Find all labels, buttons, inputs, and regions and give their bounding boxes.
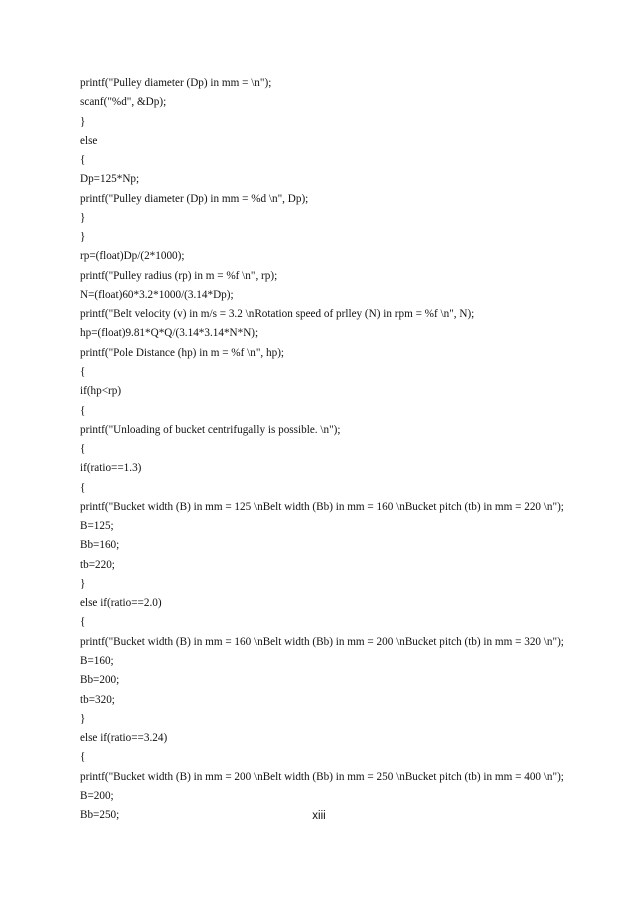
code-line: B=200; bbox=[80, 789, 114, 802]
code-line: } bbox=[80, 231, 86, 244]
code-line: if(ratio==1.3) bbox=[80, 462, 142, 475]
code-line: else if(ratio==2.0) bbox=[80, 597, 162, 610]
code-line: Bb=250; bbox=[80, 809, 120, 822]
page-number: xiii bbox=[312, 810, 326, 822]
code-line: } bbox=[80, 115, 86, 128]
code-line: if(hp<rp) bbox=[80, 385, 122, 398]
code-line: hp=(float)9.81*Q*Q/(3.14*3.14*N*N); bbox=[80, 327, 259, 340]
code-line: printf("Bucket width (B) in mm = 200 \nBelt width (Bb) in mm = 250 \nBucket pitch (tb) in mm = 400 \n"); bbox=[80, 770, 564, 783]
code-line: printf("Pulley diameter (Dp) in mm = \n"); bbox=[80, 77, 272, 89]
code-line: { bbox=[80, 365, 86, 378]
code-line: tb=320; bbox=[80, 693, 115, 706]
code-line: printf("Pulley radius (rp) in m = %f \n", rp); bbox=[80, 269, 278, 282]
code-line: { bbox=[80, 154, 86, 167]
code-line: } bbox=[80, 577, 86, 590]
code-line: else bbox=[80, 134, 98, 147]
code-line: { bbox=[80, 616, 86, 629]
code-line: printf("Bucket width (B) in mm = 160 \nBelt width (Bb) in mm = 200 \nBucket pitch (tb) in mm = 320 \n"); bbox=[80, 635, 564, 648]
code-line: B=160; bbox=[80, 654, 114, 667]
code-line: { bbox=[80, 751, 86, 764]
code-line: printf("Unloading of bucket centrifugally is possible. \n"); bbox=[80, 423, 341, 436]
code-line: printf("Belt velocity (v) in m/s = 3.2 \nRotation speed of prlley (N) in rpm = %f \n", N); bbox=[80, 308, 475, 321]
code-line: Dp=125*Np; bbox=[80, 173, 140, 186]
code-line: { bbox=[80, 443, 86, 456]
code-line: } bbox=[80, 712, 86, 725]
code-line: { bbox=[80, 404, 86, 417]
code-line: B=125; bbox=[80, 520, 114, 533]
code-line: scanf("%d", &Dp); bbox=[80, 96, 167, 109]
code-line: printf("Pole Distance (hp) in m = %f \n", hp); bbox=[80, 346, 285, 359]
code-line: { bbox=[80, 481, 86, 494]
code-listing bbox=[80, 74, 620, 825]
code-line: printf("Pulley diameter (Dp) in mm = %d \n", Dp); bbox=[80, 192, 309, 205]
code-line: rp=(float)Dp/(2*1000); bbox=[80, 250, 185, 263]
code-line: Bb=160; bbox=[80, 539, 120, 552]
code-line: tb=220; bbox=[80, 558, 115, 571]
code-line: printf("Bucket width (B) in mm = 125 \nBelt width (Bb) in mm = 160 \nBucket pitch (tb) in mm = 220 \n"); bbox=[80, 500, 564, 513]
code-line: else if(ratio==3.24) bbox=[80, 732, 168, 745]
code-line: Bb=200; bbox=[80, 674, 120, 687]
code-line: N=(float)60*3.2*1000/(3.14*Dp); bbox=[80, 288, 234, 301]
code-line: } bbox=[80, 211, 86, 224]
